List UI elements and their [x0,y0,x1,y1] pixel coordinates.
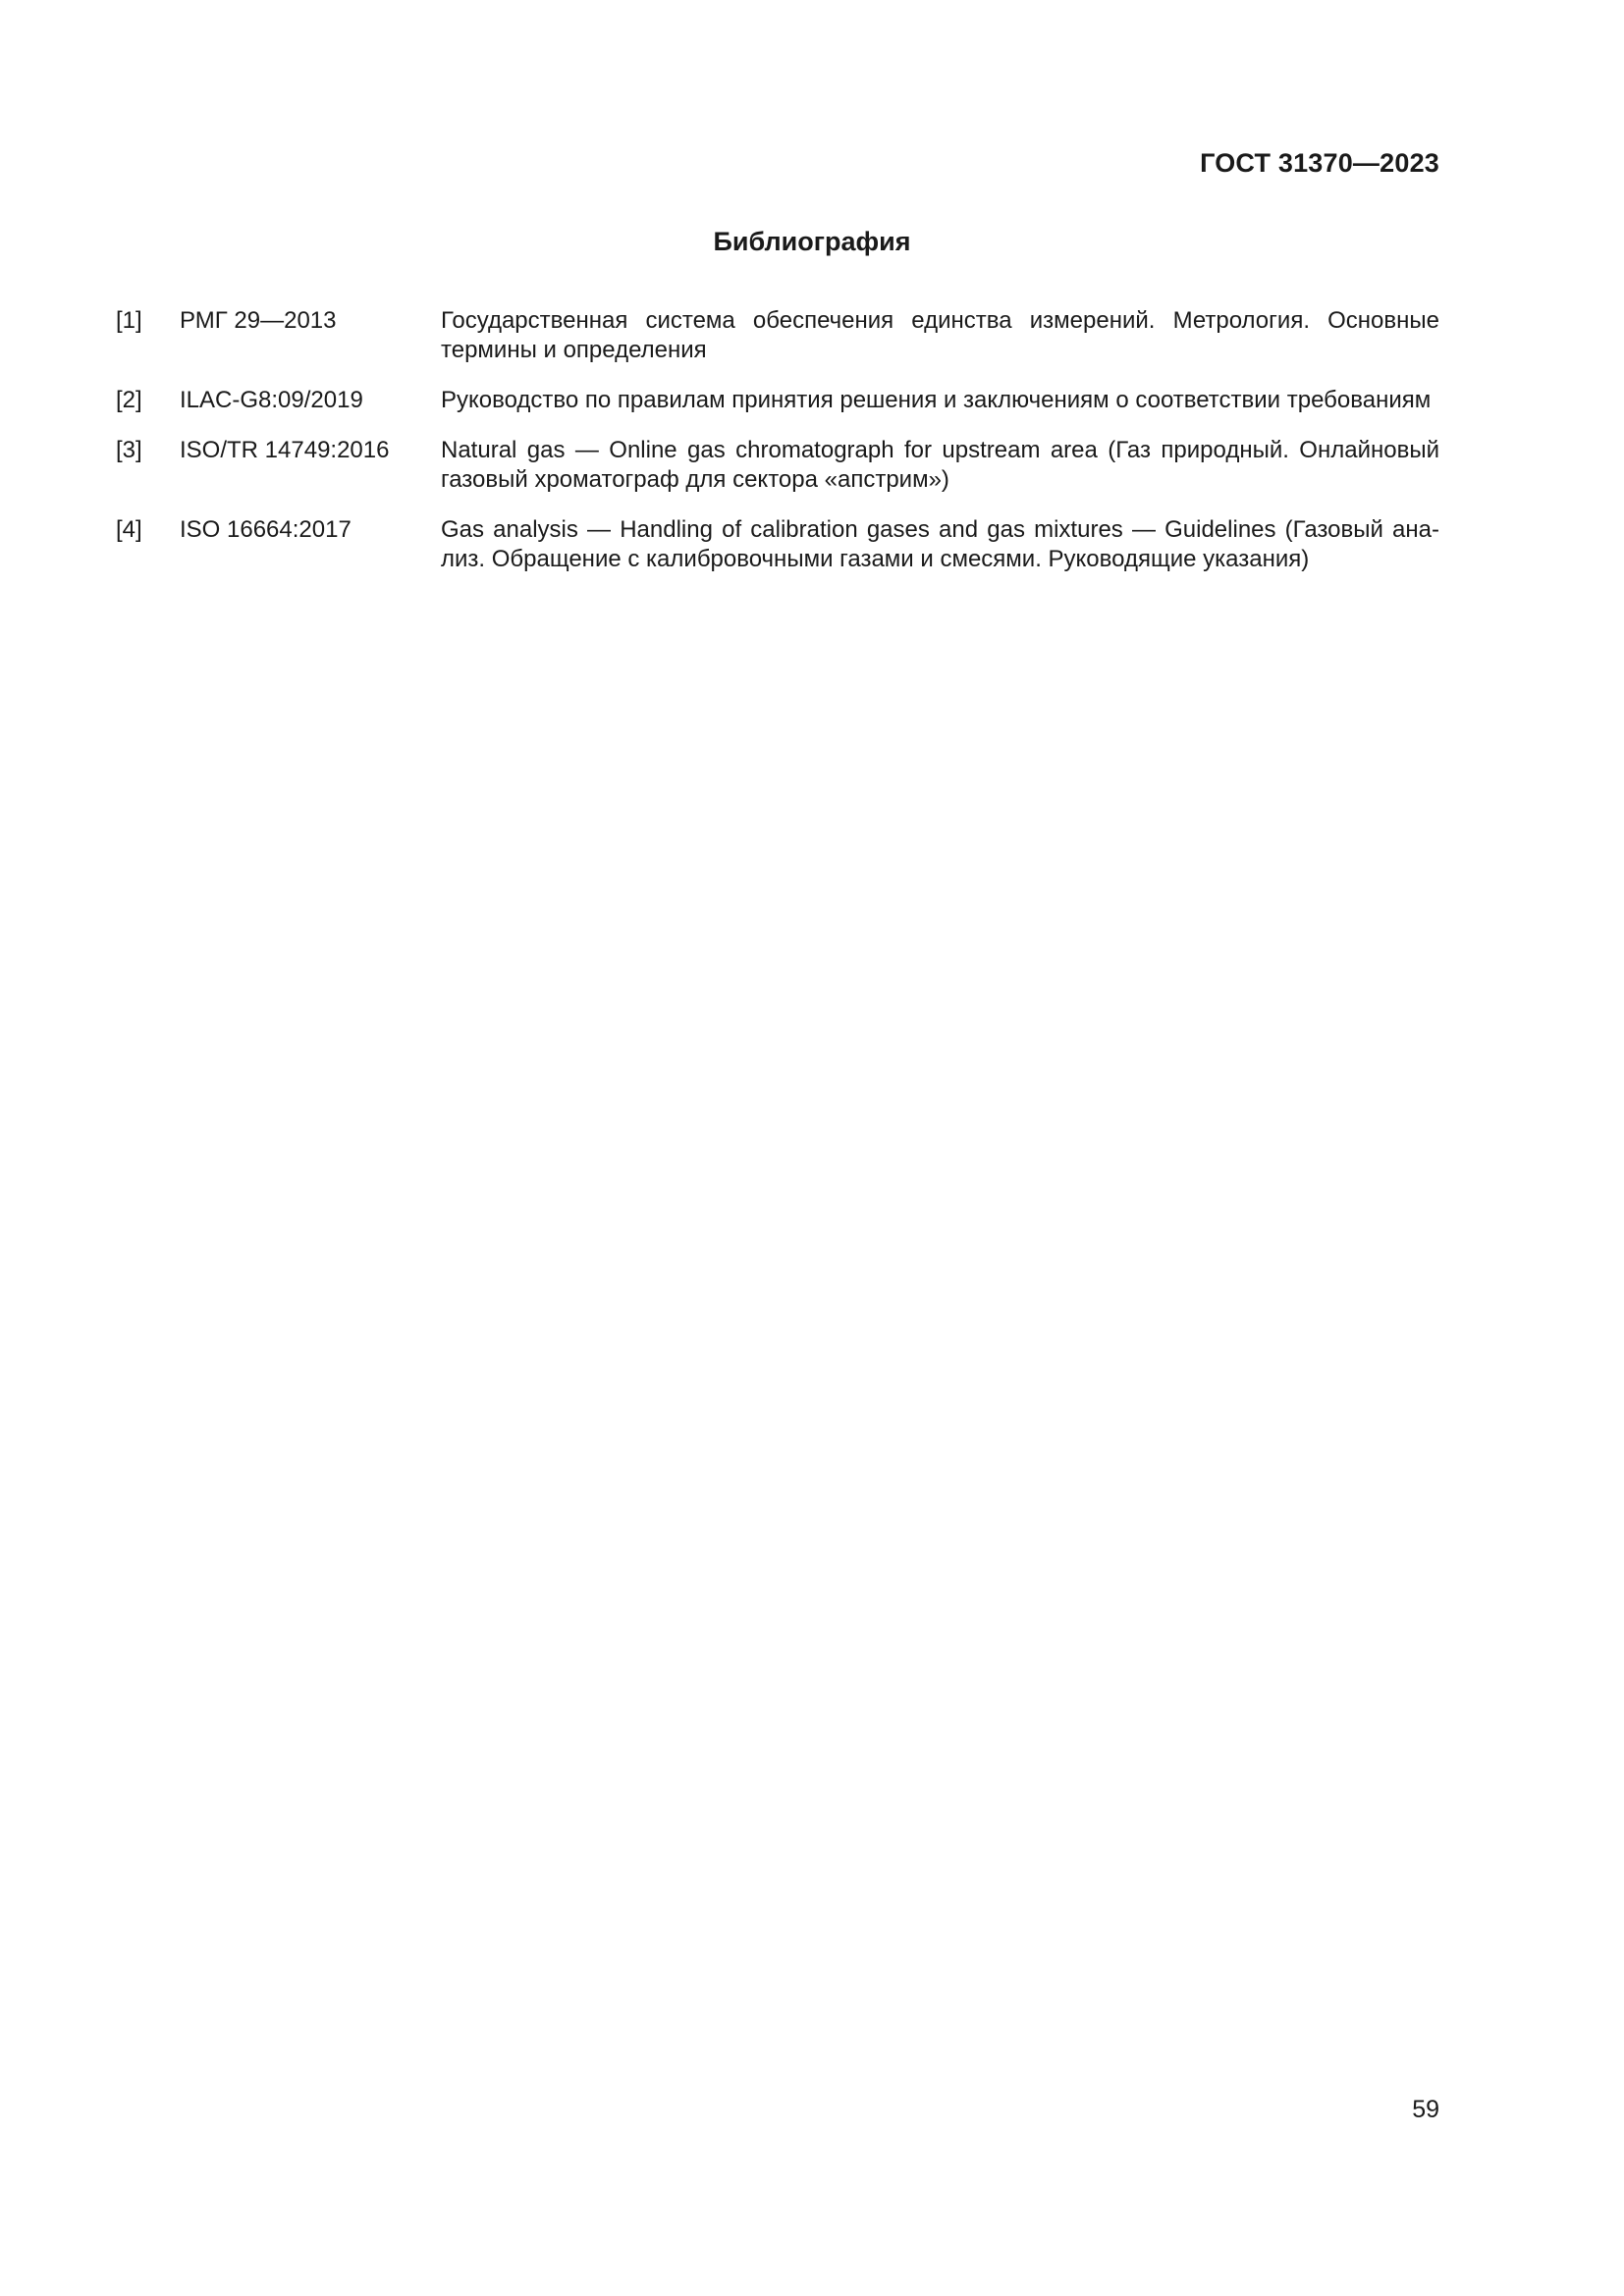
bibliography-entry [116,436,1439,495]
section-title: Библиография [713,227,911,256]
entry-code: РМГ 29—2013 [180,307,337,334]
entry-text: Руководство по правилам принятия решения и заключениям о соответствии требованиям [441,387,1432,413]
entry-number: [2] [116,387,142,413]
page-number: 59 [1412,2096,1439,2123]
bibliography-entry [116,515,1439,574]
entry-number: [3] [116,437,142,463]
entry-code: ISO 16664:2017 [180,516,352,543]
entry-text: Gas analysis — Handling of calibration gases and gas mixtures — Guidelines (Газовый анализ. Обращение с калибровочными газами и смесями. Руководящие указания) [441,516,1439,572]
bibliography-entry [116,306,1439,365]
bibliography-entry [116,386,1439,415]
entry-number: [4] [116,516,142,543]
entry-code: ISO/TR 14749:2016 [180,437,390,463]
entry-text: Государственная система обеспечения единства измерений. Метрология. Основные термины и определения [441,307,1439,363]
entry-code: ILAC-G8:09/2019 [180,387,363,413]
entry-number: [1] [116,307,142,334]
document-designation: ГОСТ 31370—2023 [1200,148,1439,178]
entry-text: Natural gas — Online gas chromatograph for upstream area (Газ природный. Онлайновый газовый хроматограф для сектора «апстрим») [441,437,1439,493]
bibliography-list [116,306,1439,595]
